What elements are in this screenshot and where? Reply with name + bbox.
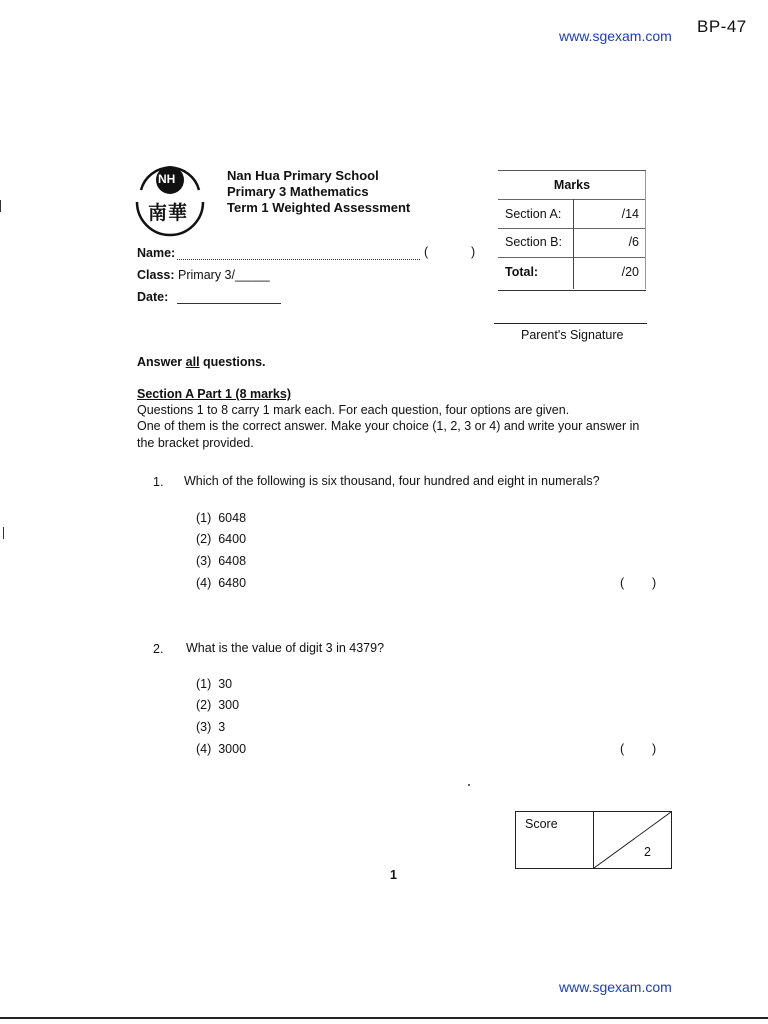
school-name: Nan Hua Primary School bbox=[227, 168, 379, 183]
option-label: (1) bbox=[196, 511, 212, 525]
section-b-value: /6 bbox=[628, 235, 639, 249]
register-paren-close: ) bbox=[471, 245, 476, 259]
question-1-option-1[interactable] bbox=[196, 511, 246, 525]
question-1-option-4[interactable] bbox=[196, 576, 246, 590]
instruction-line-1: Questions 1 to 8 carry 1 mark each. For each question, four options are given. bbox=[137, 403, 570, 417]
page-code: BP-47 bbox=[697, 17, 747, 36]
subject-title: Primary 3 Mathematics bbox=[227, 184, 369, 199]
option-label: (2) bbox=[196, 532, 212, 546]
scan-mark bbox=[0, 200, 1, 212]
answer-prefix: Answer bbox=[137, 355, 186, 369]
assessment-title: Term 1 Weighted Assessment bbox=[227, 200, 411, 215]
school-logo bbox=[131, 160, 209, 238]
question-2-option-1[interactable] bbox=[196, 677, 232, 691]
answer-instruction bbox=[137, 354, 266, 371]
question-2-answer-bracket[interactable]: ( ) bbox=[620, 742, 657, 756]
answer-emphasis: all bbox=[185, 355, 200, 369]
parent-signature-label: Parent's Signature bbox=[521, 328, 624, 342]
register-paren-open: ( bbox=[424, 245, 429, 259]
date-field[interactable] bbox=[177, 303, 281, 304]
page-number: 1 bbox=[390, 868, 397, 882]
marks-table bbox=[498, 170, 646, 291]
option-value: 6048 bbox=[218, 511, 247, 525]
name-field[interactable] bbox=[177, 259, 420, 260]
name-label: Name: bbox=[137, 246, 176, 260]
option-value: 3000 bbox=[218, 742, 247, 756]
question-2-option-3[interactable] bbox=[196, 720, 225, 734]
question-2-option-4[interactable] bbox=[196, 742, 246, 756]
option-value: 6408 bbox=[218, 554, 247, 568]
section-title: Section A Part 1 (8 marks) bbox=[137, 387, 291, 401]
option-value: 6480 bbox=[218, 576, 247, 590]
question-2-number: 2. bbox=[153, 642, 164, 656]
class-field[interactable]: Primary 3/_____ bbox=[178, 268, 270, 282]
option-label: (2) bbox=[196, 698, 212, 712]
class-label: Class: bbox=[137, 268, 175, 282]
score-max: 2 bbox=[644, 845, 651, 859]
score-diagonal-icon bbox=[594, 812, 671, 868]
answer-suffix: questions. bbox=[199, 355, 266, 369]
score-label: Score bbox=[525, 817, 558, 831]
option-value: 3 bbox=[218, 720, 226, 734]
score-box bbox=[515, 811, 672, 869]
logo-initials: NH bbox=[158, 172, 176, 186]
date-label: Date: bbox=[137, 290, 169, 304]
option-label: (4) bbox=[196, 742, 212, 756]
option-value: 300 bbox=[218, 698, 240, 712]
scan-dot bbox=[468, 784, 470, 786]
option-label: (4) bbox=[196, 576, 212, 590]
section-b-label: Section B: bbox=[505, 235, 562, 249]
section-a-value: /14 bbox=[621, 207, 639, 221]
question-2-option-2[interactable] bbox=[196, 698, 239, 712]
option-label: (3) bbox=[196, 720, 212, 734]
question-1-option-3[interactable] bbox=[196, 554, 246, 568]
header-url-link[interactable]: www.sgexam.com bbox=[559, 28, 672, 44]
option-value: 6400 bbox=[218, 532, 247, 546]
option-label: (3) bbox=[196, 554, 212, 568]
question-1-answer-bracket[interactable]: ( ) bbox=[620, 576, 657, 590]
option-value: 30 bbox=[218, 677, 233, 691]
question-1-number: 1. bbox=[153, 475, 164, 489]
signature-line[interactable] bbox=[494, 323, 647, 324]
footer-url-link[interactable]: www.sgexam.com bbox=[559, 979, 672, 995]
question-1-option-2[interactable] bbox=[196, 532, 246, 546]
instruction-line-3: the bracket provided. bbox=[137, 436, 254, 450]
section-a-label: Section A: bbox=[505, 207, 562, 221]
instruction-line-2: One of them is the correct answer. Make your choice (1, 2, 3 or 4) and write your answer in bbox=[137, 419, 640, 433]
question-2-text: What is the value of digit 3 in 4379? bbox=[186, 641, 385, 655]
option-label: (1) bbox=[196, 677, 212, 691]
total-value: /20 bbox=[621, 265, 639, 279]
page-bottom-border bbox=[0, 1017, 768, 1019]
scan-mark bbox=[3, 527, 4, 539]
marks-title: Marks bbox=[553, 178, 591, 192]
question-1-text: Which of the following is six thousand, four hundred and eight in numerals? bbox=[184, 474, 600, 488]
total-label: Total: bbox=[505, 265, 539, 279]
logo-chinese: 南華 bbox=[148, 202, 189, 224]
